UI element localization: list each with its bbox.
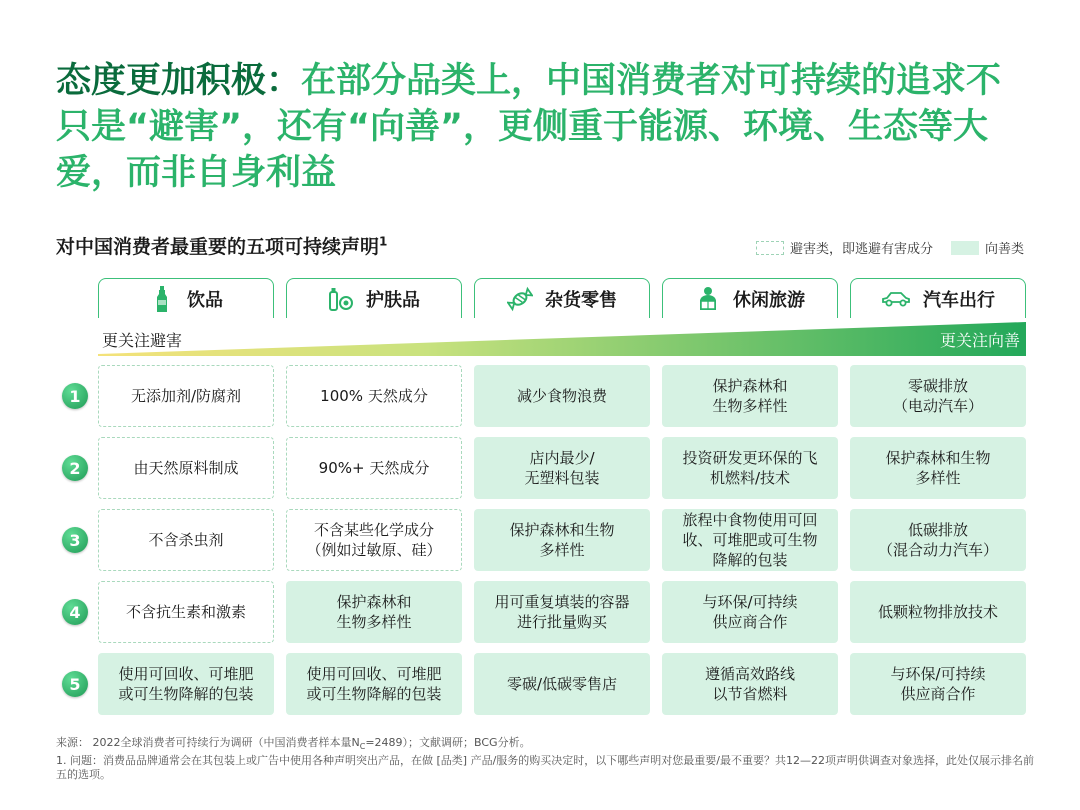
headline-rest: 在部分品类上，中国消费者对可持续的追求不只是“避害”，还有“向善”，更侧重于能源、环境、生态等大爱，而非自身利益 bbox=[56, 61, 1002, 193]
category-header-row bbox=[98, 278, 1026, 318]
claim-cell: 使用可回收、可堆肥 或可生物降解的包装 bbox=[98, 653, 274, 715]
category-header bbox=[850, 278, 1026, 318]
claim-cell: 保护森林和生物 多样性 bbox=[474, 509, 650, 571]
claim-cell: 90%+ 天然成分 bbox=[286, 437, 462, 499]
cosmetics-icon bbox=[328, 286, 354, 312]
legend-swatch-good bbox=[951, 241, 979, 255]
wedge-label-avoid: 更关注避害 bbox=[102, 331, 183, 350]
rank-badge: 5 bbox=[62, 671, 88, 697]
category-header bbox=[662, 278, 838, 318]
legend-item-avoid bbox=[756, 238, 933, 257]
footnote-source-sub: C bbox=[359, 742, 366, 752]
category-label: 杂货零售 bbox=[545, 289, 617, 311]
focus-gradient-wedge bbox=[98, 322, 1026, 356]
category-label: 休闲旅游 bbox=[733, 289, 805, 311]
section-title-text: 对中国消费者最重要的五项可持续声明 bbox=[56, 236, 380, 258]
claim-cell: 不含抗生素和激素 bbox=[98, 581, 274, 643]
category-header bbox=[474, 278, 650, 318]
claim-cell: 与环保/可持续 供应商合作 bbox=[662, 581, 838, 643]
headline bbox=[56, 58, 1036, 196]
claim-cell: 100% 天然成分 bbox=[286, 365, 462, 427]
footnote-source bbox=[56, 736, 1036, 754]
legend bbox=[738, 238, 1024, 257]
claim-cell: 低颗粒物排放技术 bbox=[850, 581, 1026, 643]
legend-swatch-avoid bbox=[756, 241, 784, 255]
traveler-icon bbox=[695, 286, 721, 312]
category-label: 护肤品 bbox=[366, 289, 420, 311]
legend-label-avoid: 避害类，即逃避有害成分 bbox=[789, 242, 933, 257]
bottle-icon bbox=[149, 286, 175, 312]
rank-badge: 4 bbox=[62, 599, 88, 625]
headline-lead: 态度更加积极： bbox=[56, 61, 302, 101]
claim-cell: 零碳/低碳零售店 bbox=[474, 653, 650, 715]
claim-cell: 店内最少/ 无塑料包装 bbox=[474, 437, 650, 499]
category-header bbox=[98, 278, 274, 318]
candy-icon bbox=[507, 286, 533, 312]
claim-cell: 零碳排放 （电动汽车） bbox=[850, 365, 1026, 427]
claim-cell: 保护森林和 生物多样性 bbox=[662, 365, 838, 427]
claim-cell: 投资研发更环保的飞 机燃料/技术 bbox=[662, 437, 838, 499]
footnote bbox=[56, 736, 1036, 782]
claim-cell: 与环保/可持续 供应商合作 bbox=[850, 653, 1026, 715]
claim-cell: 遵循高效路线 以节省燃料 bbox=[662, 653, 838, 715]
claim-cell: 不含杀虫剂 bbox=[98, 509, 274, 571]
rank-badge: 2 bbox=[62, 455, 88, 481]
footnote-source-text: 来源： 2022全球消费者可持续行为调研（中国消费者样本量N bbox=[56, 736, 360, 749]
footnote-question: 1. 问题：消费品品牌通常会在其包装上或广告中使用各种声明突出产品，在做 [品类] 产品/服务的购买决定时，以下哪些声明对您最重要/最不重要？共12—22项声明供调查对象选择，此处仅展示排名前五的选项。 bbox=[56, 754, 1034, 782]
legend-item-good bbox=[951, 238, 1024, 257]
claim-cell: 保护森林和 生物多样性 bbox=[286, 581, 462, 643]
claim-cell: 使用可回收、可堆肥 或可生物降解的包装 bbox=[286, 653, 462, 715]
claim-cell: 由天然原料制成 bbox=[98, 437, 274, 499]
category-label: 汽车出行 bbox=[923, 289, 995, 311]
car-icon bbox=[881, 286, 911, 312]
section-title bbox=[56, 232, 387, 259]
claim-cell: 低碳排放 （混合动力汽车） bbox=[850, 509, 1026, 571]
claim-cell: 用可重复填装的容器 进行批量购买 bbox=[474, 581, 650, 643]
claim-cell: 无添加剂/防腐剂 bbox=[98, 365, 274, 427]
footnote-source-text-end: =2489）；文献调研；BCG分析。 bbox=[365, 736, 531, 749]
rank-badge: 1 bbox=[62, 383, 88, 409]
claim-cell: 减少食物浪费 bbox=[474, 365, 650, 427]
legend-label-good: 向善类 bbox=[984, 242, 1024, 257]
footnote-ref: 1 bbox=[379, 234, 388, 249]
rank-badge: 3 bbox=[62, 527, 88, 553]
category-header bbox=[286, 278, 462, 318]
wedge-label-good: 更关注向善 bbox=[939, 331, 1020, 350]
claim-cell: 保护森林和生物 多样性 bbox=[850, 437, 1026, 499]
claim-cell: 不含某些化学成分 （例如过敏原、硅） bbox=[286, 509, 462, 571]
claim-cell: 旅程中食物使用可回 收、可堆肥或可生物 降解的包装 bbox=[662, 509, 838, 571]
category-label: 饮品 bbox=[187, 289, 223, 311]
